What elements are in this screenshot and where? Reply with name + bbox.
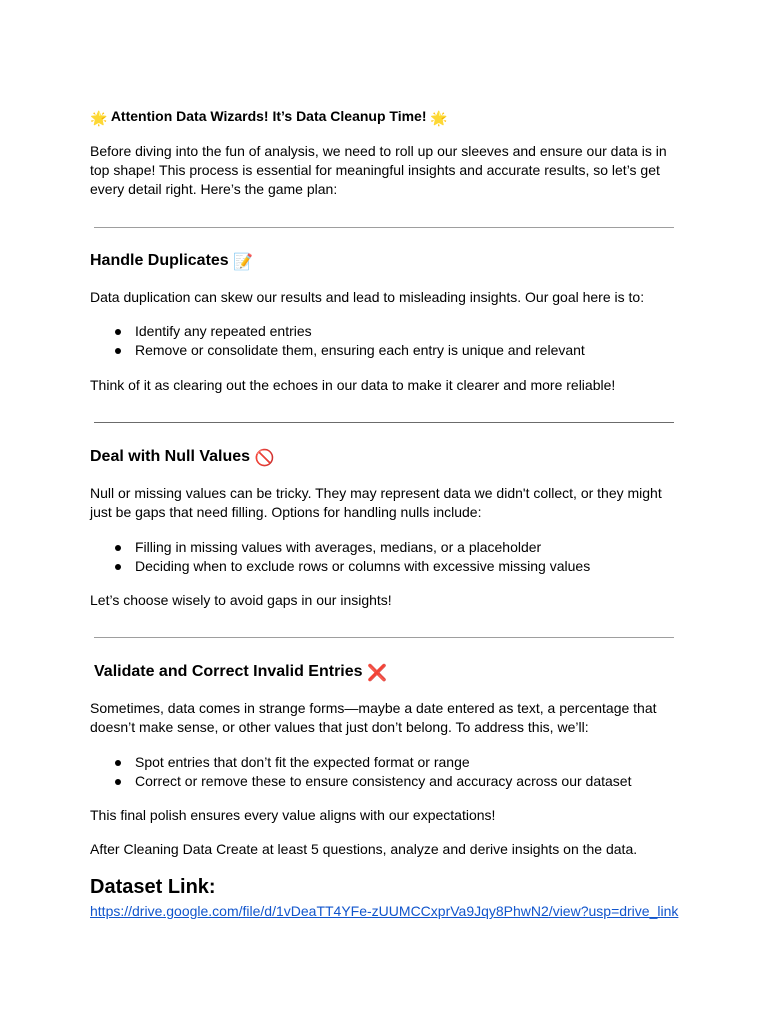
section-heading-invalid-entries: [94, 661, 387, 685]
section-heading-text: Handle Duplicates: [90, 252, 229, 269]
bullet-list: [90, 538, 590, 576]
glowing-star-icon: 🌟: [430, 110, 448, 126]
list-item: Filling in missing values with averages, medians, or a placeholder: [90, 538, 590, 557]
section-closing: This final polish ensures every value aligns with our expectations!: [90, 807, 496, 823]
dataset-heading: Dataset Link:: [90, 876, 216, 898]
intro-title-text: Attention Data Wizards! It’s Data Cleanup Time!: [110, 108, 427, 124]
bullet-icon: [115, 760, 121, 766]
section-closing: Think of it as clearing out the echoes in our data to make it clearer and more reliable!: [90, 377, 616, 393]
divider: [94, 637, 674, 638]
list-item: Correct or remove these to ensure consistency and accuracy across our dataset: [90, 772, 631, 791]
bullet-icon: [115, 348, 121, 354]
section-heading-null-values: [90, 446, 274, 470]
bullet-icon: [115, 545, 121, 551]
list-item: Identify any repeated entries: [90, 322, 585, 341]
bullet-icon: [115, 329, 121, 335]
memo-icon: 📝: [233, 254, 254, 271]
intro-paragraph: Before diving into the fun of analysis, we need to roll up our sleeves and ensure our data is in top shape! This process is essential for meaningful insights and accurate results, so let’s get every detail right. Here’s the game plan:: [90, 143, 667, 197]
section-heading-text: Validate and Correct Invalid Entries: [94, 663, 363, 680]
bullet-icon: [115, 564, 121, 570]
section-intro: Null or missing values can be tricky. They may represent data we didn't collect, or they might just be gaps that need filling. Options for handling nulls include:: [90, 485, 662, 520]
intro-title: [90, 107, 448, 127]
list-item: Remove or consolidate them, ensuring each entry is unique and relevant: [90, 341, 585, 360]
section-closing: Let’s choose wisely to avoid gaps in our insights!: [90, 592, 392, 608]
bullet-list: [90, 322, 585, 360]
section-heading-text: Deal with Null Values: [90, 448, 251, 465]
dataset-link[interactable]: https://drive.google.com/file/d/1vDeaTT4YFe-zUUMCCxprVa9Jqy8PhwN2/view?usp=drive_link: [90, 903, 679, 919]
section-heading-duplicates: [90, 250, 253, 274]
list-item: Deciding when to exclude rows or columns with excessive missing values: [90, 557, 590, 576]
section-intro: Data duplication can skew our results and lead to misleading insights. Our goal here is to:: [90, 289, 645, 305]
bullet-list: [90, 753, 631, 791]
section-intro: Sometimes, data comes in strange forms—maybe a date entered as text, a percentage that doesn’t make sense, or other values that just don’t belong. To address this, we’ll:: [90, 700, 657, 735]
list-item: Spot entries that don’t fit the expected format or range: [90, 753, 631, 772]
cross-mark-icon: ❌: [366, 665, 387, 682]
prohibited-icon: 🚫: [254, 450, 275, 467]
bullet-icon: [115, 779, 121, 785]
after-cleaning-note: After Cleaning Data Create at least 5 questions, analyze and derive insights on the data.: [90, 841, 638, 857]
divider: [94, 227, 674, 228]
glowing-star-icon: 🌟: [90, 110, 108, 126]
divider: [94, 422, 674, 423]
